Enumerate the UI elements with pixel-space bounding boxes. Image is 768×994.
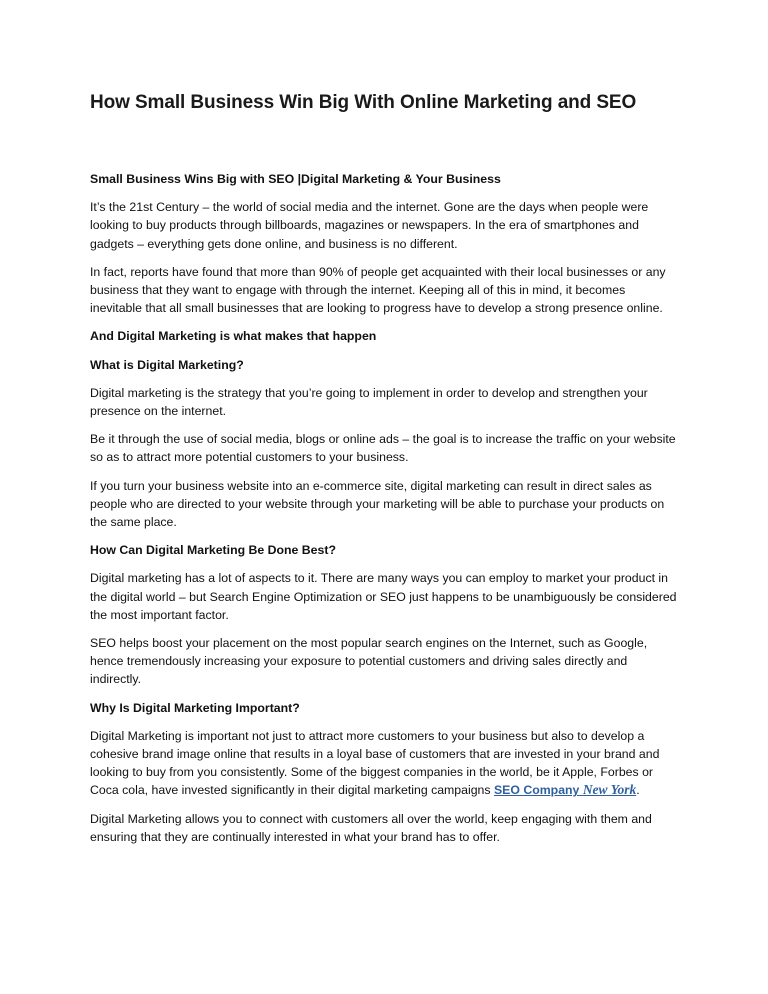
paragraph-strategy: Digital marketing is the strategy that you’re going to implement in order to develop and strengthen your presence on the internet. [90, 385, 648, 419]
paragraph-importance [90, 727, 680, 800]
document-title: How Small Business Win Big With Online Marketing and SEO [90, 92, 637, 113]
paragraph-seo-boost: SEO helps boost your placement on the most popular search engines on the Internet, such as Google, hence tremendously increasing your exposure to potential customers and driving sales directly and indirectly. [90, 636, 648, 687]
section-heading-digital-marketing-happen: And Digital Marketing is what makes that happen [90, 329, 377, 344]
seo-company-link-text: SEO Company [493, 783, 580, 798]
paragraph-importance-end: . [636, 783, 640, 798]
paragraph-reports: In fact, reports have found that more than 90% of people get acquainted with their local businesses or any business that they want to engage with through the internet. Keeping all of this in mind, it becomes inevitable that all small businesses that are looking to progress have to develop a strong presence online. [90, 264, 666, 316]
section-heading-why-important: Why Is Digital Marketing Important? [90, 700, 300, 715]
paragraph-importance-text: Digital Marketing is important not just to attract more customers to your business but also to develop a cohesive brand image online that results in a loyal base of customers that are invested in your brand and looking to buy from you consistently. Some of the biggest companies in the world, be it Apple, Forbes or Coca cola, have invested significantly in their digital marketing campaigns [90, 728, 660, 798]
paragraph-intro: It’s the 21st Century – the world of social media and the internet. Gone are the days when people were looking to buy products through billboards, magazines or newspapers. In the era of smartphones and gadgets – everything gets done online, and business is no different. [90, 200, 649, 251]
document-body [90, 170, 680, 856]
paragraph-ecommerce: If you turn your business website into an e-commerce site, digital marketing can result in direct sales as people who are directed to your website through your marketing will be able to purchase your products on the same place. [90, 478, 665, 530]
section-heading-what-is: What is Digital Marketing? [90, 357, 244, 372]
paragraph-traffic: Be it through the use of social media, blogs or online ads – the goal is to increase the traffic on your website so as to attract more potential customers to your business. [90, 432, 676, 465]
subtitle-heading: Small Business Wins Big with SEO |Digital Marketing & Your Business [90, 172, 501, 186]
paragraph-connect: Digital Marketing allows you to connect with customers all over the world, keep engaging with them and ensuring that they are continually interested in what your brand has to offer. [90, 811, 652, 844]
section-heading-done-best: How Can Digital Marketing Be Done Best? [90, 543, 336, 558]
seo-company-link-city: New York [582, 782, 637, 798]
paragraph-aspects: Digital marketing has a lot of aspects to it. There are many ways you can employ to market your product in the digital world – but Search Engine Optimization or SEO just happens to be unambiguously be considered the most important factor. [90, 571, 677, 622]
seo-company-link[interactable] [494, 783, 636, 797]
